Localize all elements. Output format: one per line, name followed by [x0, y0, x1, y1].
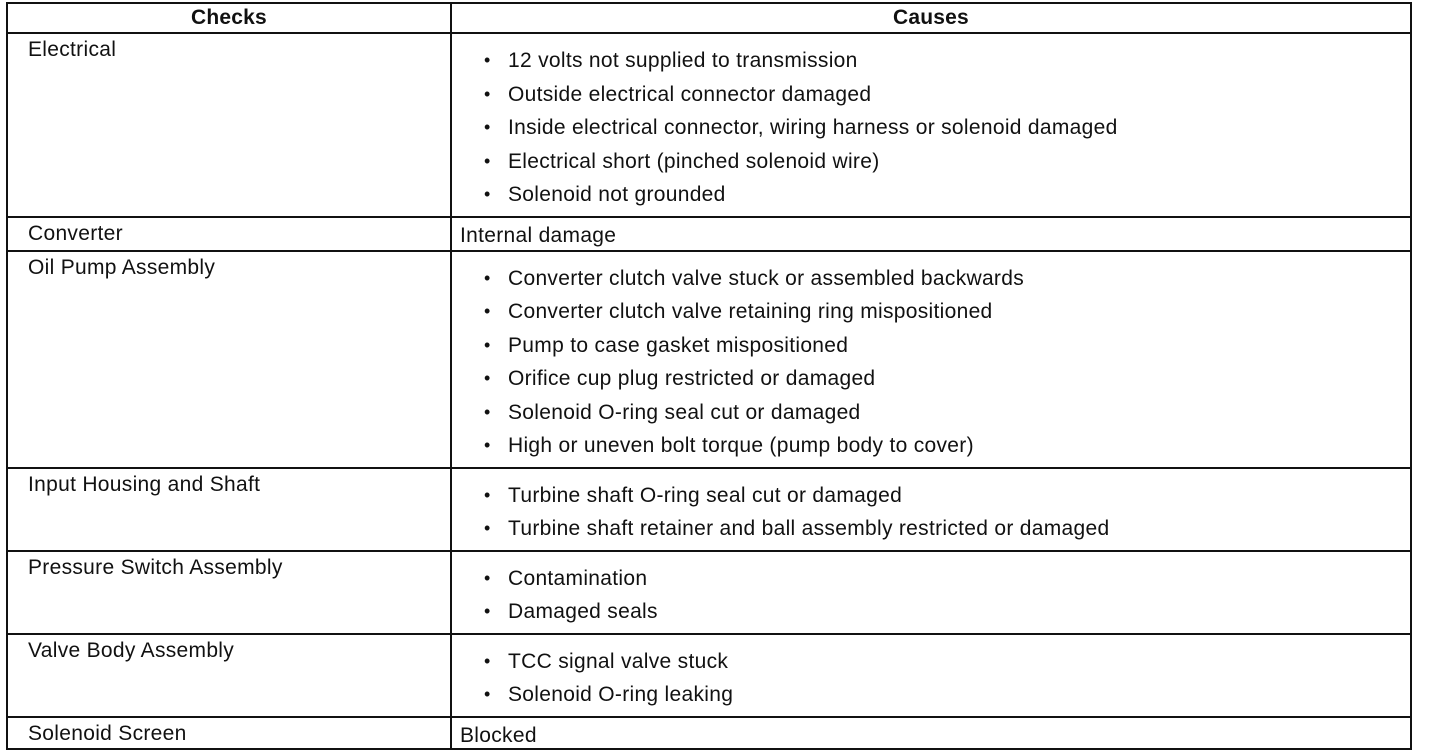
- header-causes: Causes: [451, 3, 1411, 33]
- cause-text: Turbine shaft retainer and ball assembly restricted or damaged: [508, 517, 1110, 540]
- list-item: [480, 595, 1410, 629]
- cause-text: 12 volts not supplied to transmission: [508, 49, 858, 72]
- list-item: [480, 362, 1410, 396]
- table-header-row: [7, 3, 1411, 33]
- check-cell: Valve Body Assembly: [7, 634, 451, 717]
- cause-text: Solenoid O-ring seal cut or damaged: [508, 400, 861, 424]
- header-checks: Checks: [7, 3, 451, 33]
- cause-list: [452, 635, 1410, 716]
- check-cell: Input Housing and Shaft: [7, 468, 451, 551]
- bullet-icon: •: [484, 401, 491, 422]
- list-item: [480, 178, 1410, 212]
- check-cell: Oil Pump Assembly: [7, 251, 451, 468]
- causes-cell: [451, 251, 1411, 468]
- check-cell: Solenoid Screen: [7, 717, 451, 749]
- table-row: [7, 551, 1411, 634]
- bullet-icon: •: [484, 301, 491, 321]
- table-row: [7, 634, 1411, 717]
- cause-text: Pump to case gasket mispositioned: [508, 333, 849, 357]
- cause-list: [452, 552, 1410, 633]
- bullet-icon: •: [484, 601, 491, 621]
- causes-cell: [451, 468, 1411, 551]
- causes-cell: Internal damage: [451, 217, 1411, 251]
- cause-text: Turbine shaft O-ring seal cut or damaged: [508, 483, 903, 507]
- cause-text: Solenoid not grounded: [508, 183, 726, 206]
- cause-text: Contamination: [508, 566, 648, 590]
- list-item: [480, 512, 1410, 546]
- list-item: [480, 479, 1410, 513]
- bullet-icon: •: [484, 334, 491, 355]
- table-row: [7, 468, 1411, 551]
- bullet-icon: •: [484, 567, 491, 588]
- bullet-icon: •: [484, 650, 491, 671]
- causes-cell: [451, 634, 1411, 717]
- list-item: [480, 78, 1410, 112]
- list-item: [480, 678, 1410, 712]
- list-item: [480, 562, 1410, 596]
- list-item: [480, 645, 1410, 679]
- check-cell: Electrical: [7, 33, 451, 217]
- bullet-icon: •: [484, 117, 491, 137]
- table-row: [7, 217, 1411, 251]
- cause-text: Orifice cup plug restricted or damaged: [508, 367, 876, 390]
- checks-causes-table: [6, 2, 1412, 750]
- check-cell: Converter: [7, 217, 451, 251]
- cause-text: Damaged seals: [508, 600, 658, 623]
- list-item: [480, 396, 1410, 430]
- list-item: [480, 111, 1410, 145]
- bullet-icon: •: [484, 150, 491, 171]
- causes-cell: [451, 33, 1411, 217]
- list-item: [480, 329, 1410, 363]
- causes-cell: Blocked: [451, 717, 1411, 749]
- cause-list: [452, 469, 1410, 550]
- cause-text: Outside electrical connector damaged: [508, 82, 872, 106]
- cause-text: Converter clutch valve retaining ring mispositioned: [508, 300, 993, 323]
- bullet-icon: •: [484, 684, 491, 704]
- list-item: [480, 295, 1410, 329]
- bullet-icon: •: [484, 184, 491, 204]
- causes-cell: [451, 551, 1411, 634]
- cause-text: Converter clutch valve stuck or assembled backwards: [508, 266, 1025, 290]
- cause-list: [452, 252, 1410, 467]
- check-cell: Pressure Switch Assembly: [7, 551, 451, 634]
- bullet-icon: •: [484, 83, 491, 104]
- bullet-icon: •: [484, 50, 491, 70]
- bullet-icon: •: [484, 435, 491, 455]
- cause-text: High or uneven bolt torque (pump body to cover): [508, 434, 974, 457]
- table-row: [7, 251, 1411, 468]
- bullet-icon: •: [484, 518, 491, 538]
- cause-text: TCC signal valve stuck: [508, 649, 729, 673]
- list-item: [480, 429, 1410, 463]
- cause-text: Solenoid O-ring leaking: [508, 683, 734, 706]
- list-item: [480, 262, 1410, 296]
- list-item: [480, 145, 1410, 179]
- table-row: [7, 717, 1411, 749]
- bullet-icon: •: [484, 484, 491, 505]
- table-row: [7, 33, 1411, 217]
- list-item: [480, 44, 1410, 78]
- cause-text: Electrical short (pinched solenoid wire): [508, 149, 880, 173]
- bullet-icon: •: [484, 368, 491, 388]
- bullet-icon: •: [484, 267, 491, 288]
- cause-text: Inside electrical connector, wiring harness or solenoid damaged: [508, 116, 1118, 139]
- cause-list: [452, 34, 1410, 216]
